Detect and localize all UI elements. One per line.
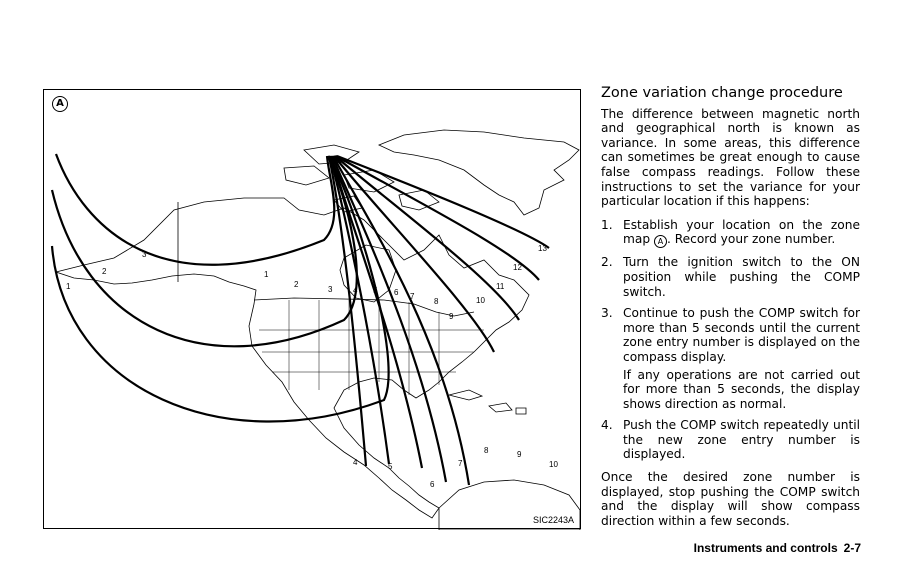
- zone-label: 11: [496, 282, 505, 291]
- zone-label: 9: [517, 450, 522, 459]
- step-note: If any operations are not carried out for more than 5 seconds, the display shows direction as normal.: [623, 367, 860, 411]
- zone-label: 13: [538, 244, 547, 253]
- zone-label: 10: [476, 296, 485, 305]
- step-number: 2.: [601, 255, 613, 270]
- zone-label: 4: [353, 458, 358, 467]
- page-number: 2-7: [843, 541, 861, 555]
- zone-map: [44, 90, 582, 530]
- zone-label: 5: [388, 462, 393, 471]
- zone-label: 8: [484, 446, 489, 455]
- zone-label: 1: [264, 270, 269, 279]
- zone-label: 6: [394, 288, 399, 297]
- zone-label: 8: [434, 297, 439, 306]
- inline-marker-a: A: [654, 235, 667, 248]
- step-item: [601, 218, 860, 249]
- zone-label: 7: [458, 459, 463, 468]
- step-text: Continue to push the COMP switch for more than 5 seconds until the current zone entry number is displayed on the compass display.: [623, 306, 860, 364]
- zone-map-figure: [43, 89, 581, 529]
- step-text: Push the COMP switch repeatedly until the new zone entry number is displayed.: [623, 418, 860, 462]
- section-heading: Zone variation change procedure: [601, 85, 843, 101]
- zone-label: 10: [549, 460, 558, 469]
- zone-label: 9: [449, 312, 454, 321]
- procedure-section: [601, 86, 860, 537]
- zone-label: 4: [353, 286, 358, 295]
- closing-paragraph: Once the desired zone number is displayed, stop pushing the COMP switch and the display will show compass direction within a few seconds.: [601, 470, 860, 528]
- zone-label: 2: [102, 267, 107, 276]
- zone-label: 3: [328, 285, 333, 294]
- step-text: Establish your location on the zone map: [623, 217, 860, 247]
- zone-label: 2: [294, 280, 299, 289]
- step-item: [601, 255, 860, 299]
- step-number: 4.: [601, 418, 613, 433]
- step-text: . Record your zone number.: [666, 232, 836, 247]
- zone-label: 5: [373, 286, 378, 295]
- step-number: 3.: [601, 306, 613, 321]
- figure-marker-a: A: [52, 96, 68, 112]
- zone-label: 6: [430, 480, 435, 489]
- isogonic-lines: [52, 154, 549, 485]
- intro-paragraph: The difference between magnetic north and geographical north is known as variance. In some areas, this difference can sometimes be great enough to cause false compass readings. Follow these instructions to set the variance for your particular location if this happens:: [601, 106, 860, 209]
- figure-code: SIC2243A: [532, 515, 574, 525]
- zone-label: 3: [142, 250, 147, 259]
- step-text: Turn the ignition switch to the ON position while pushing the COMP switch.: [623, 255, 860, 299]
- chapter-title: Instruments and controls: [693, 541, 838, 555]
- zone-label: 12: [513, 263, 522, 272]
- steps-list: [601, 218, 860, 462]
- step-item: [601, 306, 860, 411]
- page-footer: [694, 541, 861, 555]
- step-number: 1.: [601, 217, 613, 232]
- zone-label: 7: [410, 292, 415, 301]
- zone-label: 1: [66, 282, 71, 291]
- step-item: [601, 418, 860, 462]
